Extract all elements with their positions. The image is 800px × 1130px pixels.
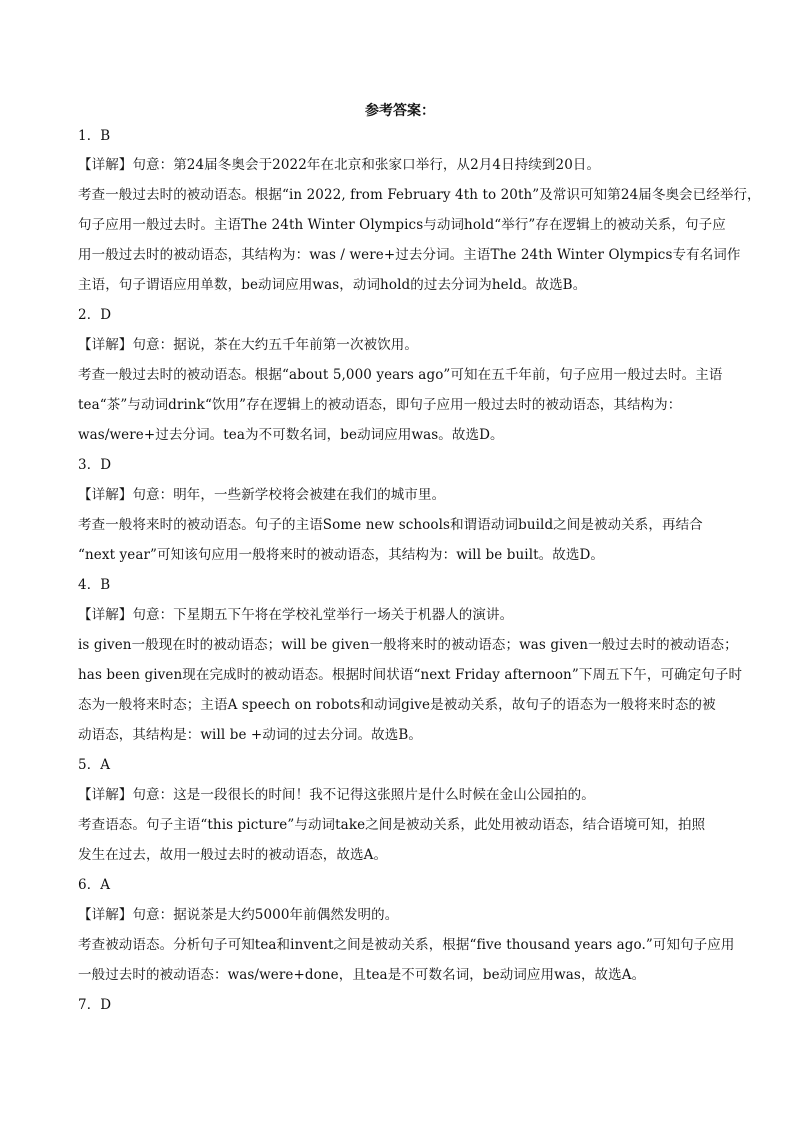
answer-number: 2．D [78, 307, 112, 323]
answer-number: 5．A [78, 757, 111, 773]
explanation-line: 考查一般过去时的被动语态。根据“about 5,000 years ago”可知在五千年前，句子应用一般过去时。主语 [78, 367, 723, 383]
answer-key-title: 参考答案： [365, 103, 435, 119]
explanation-line: 【详解】句意：据说茶是大约5000年前偶然发明的。 [78, 907, 399, 923]
explanation-line: 态为一般将来时态；主语A speech on robots和动词give是被动关系，故句子的语态为一般将来时态的被 [78, 697, 716, 713]
explanation-line: 考查一般过去时的被动语态。根据“in 2022, from February 4th to 20th”及常识可知第24届冬奥会已经举行， [78, 187, 761, 203]
explanation-line: 【详解】句意：第24届冬奥会于2022年在北京和张家口举行，从2月4日持续到20日。 [78, 157, 601, 173]
explanation-line: 【详解】句意：据说，茶在大约五千年前第一次被饮用。 [78, 337, 418, 353]
answer-number: 4．B [78, 577, 111, 593]
explanation-line: 一般过去时的被动语态：was/were+done，且tea是不可数名词，be动词应用was，故选A。 [78, 967, 646, 983]
explanation-line: 动语态，其结构是：will be +动词的过去分词。故选B。 [78, 727, 422, 743]
explanation-line: “next year”可知该句应用一般将来时的被动语态，其结构为：will be built。故选D。 [78, 547, 604, 563]
answer-number: 7．D [78, 997, 112, 1013]
explanation-line: tea“茶”与动词drink“饮用”存在逻辑上的被动语态，即句子应用一般过去时的被动语态，其结构为： [78, 397, 682, 413]
explanation-line: was/were+过去分词。tea为不可数名词，be动词应用was。故选D。 [78, 427, 504, 443]
explanation-line: 发生在过去，故用一般过去时的被动语态，故选A。 [78, 847, 388, 863]
explanation-line: 【详解】句意：下星期五下午将在学校礼堂举行一场关于机器人的演讲。 [78, 607, 514, 623]
explanation-line: 用一般过去时的被动语态，其结构为：was / were+过去分词。主语The 24th Winter Olympics专有名词作 [78, 247, 741, 263]
explanation-line: is given一般现在时的被动语态；will be given一般将来时的被动语态；was given一般过去时的被动语态； [78, 637, 738, 653]
explanation-line: 【详解】句意：明年，一些新学校将会被建在我们的城市里。 [78, 487, 446, 503]
explanation-line: 考查被动语态。分析句子可知tea和invent之间是被动关系，根据“five thousand years ago.”可知句子应用 [78, 937, 735, 953]
answer-number: 1．B [78, 128, 111, 144]
explanation-line: 句子应用一般过去时。主语The 24th Winter Olympics与动词hold“举行”存在逻辑上的被动关系，句子应 [78, 217, 726, 233]
explanation-line: has been given现在完成时的被动语态。根据时间状语“next Friday afternoon”下周五下午，可确定句子时 [78, 667, 743, 683]
explanation-line: 考查语态。句子主语“this picture”与动词take之间是被动关系，此处用被动语态，结合语境可知，拍照 [78, 817, 706, 833]
answer-number: 6．A [78, 877, 111, 893]
answer-number: 3．D [78, 457, 112, 473]
explanation-line: 考查一般将来时的被动语态。句子的主语Some new schools和谓语动词build之间是被动关系，再结合 [78, 517, 703, 533]
explanation-line: 主语，句子谓语应用单数，be动词应用was，动词hold的过去分词为held。故选B。 [78, 277, 587, 293]
explanation-line: 【详解】句意：这是一段很长的时间！我不记得这张照片是什么时候在金山公园拍的。 [78, 787, 595, 803]
